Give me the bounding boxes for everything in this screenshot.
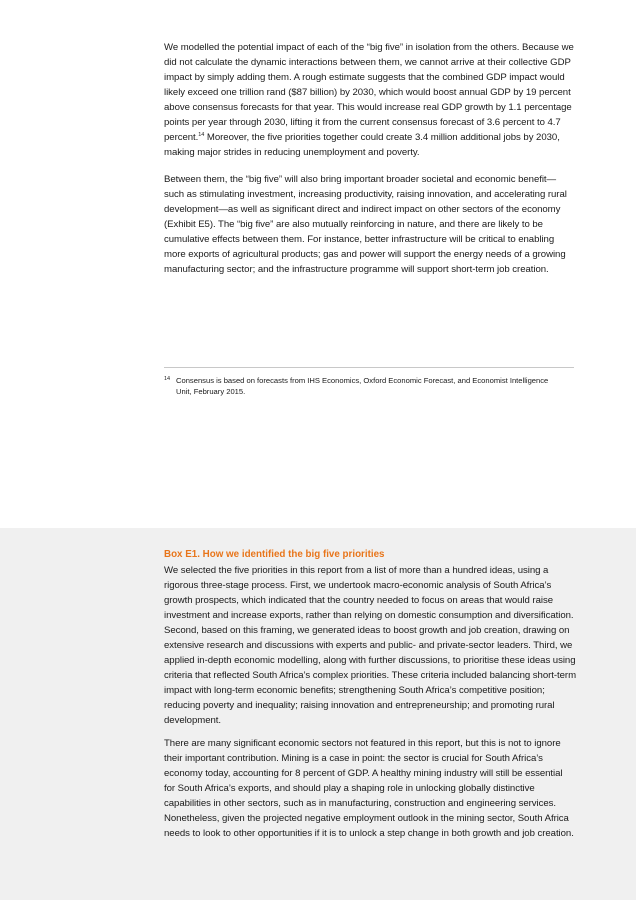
body-paragraph-2: Between them, the “big five” will also bring important broader societal and economic benefit—such as stimulating investment, increasing productivity, raising innovation, and accelerating rural development—as well as significant direct and indirect impact on other sectors of the economy (Exhibit E5). The “big five” are also mutually reinforcing in nature, and there are likely to be cumulative effects between them. For instance, better infrastructure will be critical to enabling more exports of agricultural products; gas and power will support the energy needs of a growing manufacturing sector; and the infrastructure programme will support short-term job creation. — [164, 174, 567, 275]
footnote-divider — [164, 367, 574, 368]
body-paragraph-1-text: We modelled the potential impact of each of the “big five” in isolation from the others. Because we did not calculate the dynamic interactions between them, we cannot arrive at their collective GDP impact by simply adding them. A rough estimate suggests that the combined GDP impact would likely exceed one trillion rand ($87 billion) by 2030, which would boost annual GDP by 19 percent above consensus forecasts for that year. This would increase real GDP growth by 1.1 percentage points per year through 2030, lifting it from the current consensus forecast of 3.6 percent to 4.7 percent. — [164, 42, 574, 143]
box-paragraph-2: There are many significant economic sectors not featured in this report, but this is not to ignore their important contribution. Mining is a case in point: the sector is crucial for South Africa’s economy today, accounting for 8 percent of GDP. A healthy mining industry will still be essential for South Africa’s exports, and should play a shaping role in unlocking globally distinctive capabilities in other sectors, such as in manufacturing, construction and engineering services. Nonetheless, given the projected negative employment outlook in the mining sector, South Africa needs to look to other opportunities if it is to unlock a step change in both growth and job creation. — [164, 738, 574, 839]
sidebar-box — [0, 528, 636, 900]
box-paragraph-1: We selected the five priorities in this report from a list of more than a hundred ideas, using a rigorous three-stage process. First, we undertook macro-economic analysis of South Africa’s growth prospects, which indicated that the country needed to focus on areas that would raise investment and increase exports, rather than relying on domestic consumption and diversification. Second, based on this framing, we generated ideas to boost growth and job creation, drawing on extensive research and discussions with experts and public- and private-sector leaders. Third, we applied in-depth economic modelling, along with further discussions, to prioritise these ideas using criteria that reflected South Africa’s complex priorities. These criteria included balancing short-term impact with long-term economic benefits; strengthening South Africa’s competitive position; reducing poverty and inequality; raising innovation and entrepreneurship; and promoting rural development. — [164, 565, 577, 726]
footnote-reference[interactable]: 14 — [198, 131, 205, 138]
body-paragraph-1 — [164, 40, 574, 160]
footnote-text: Consensus is based on forecasts from IHS Economics, Oxford Economic Forecast, and Economist Intelligence Unit, February 2015. — [176, 376, 549, 396]
footnote-number: 14 — [164, 376, 171, 382]
body-paragraph-1-continuation: Moreover, the five priorities together could create 3.4 million additional jobs by 2030, making major strides in reducing unemployment and poverty. — [164, 132, 560, 158]
box-title: Box E1. How we identified the big five priorities — [164, 549, 385, 560]
sidebar-box-content — [164, 548, 576, 849]
main-body — [164, 40, 574, 289]
footnote — [164, 375, 564, 397]
